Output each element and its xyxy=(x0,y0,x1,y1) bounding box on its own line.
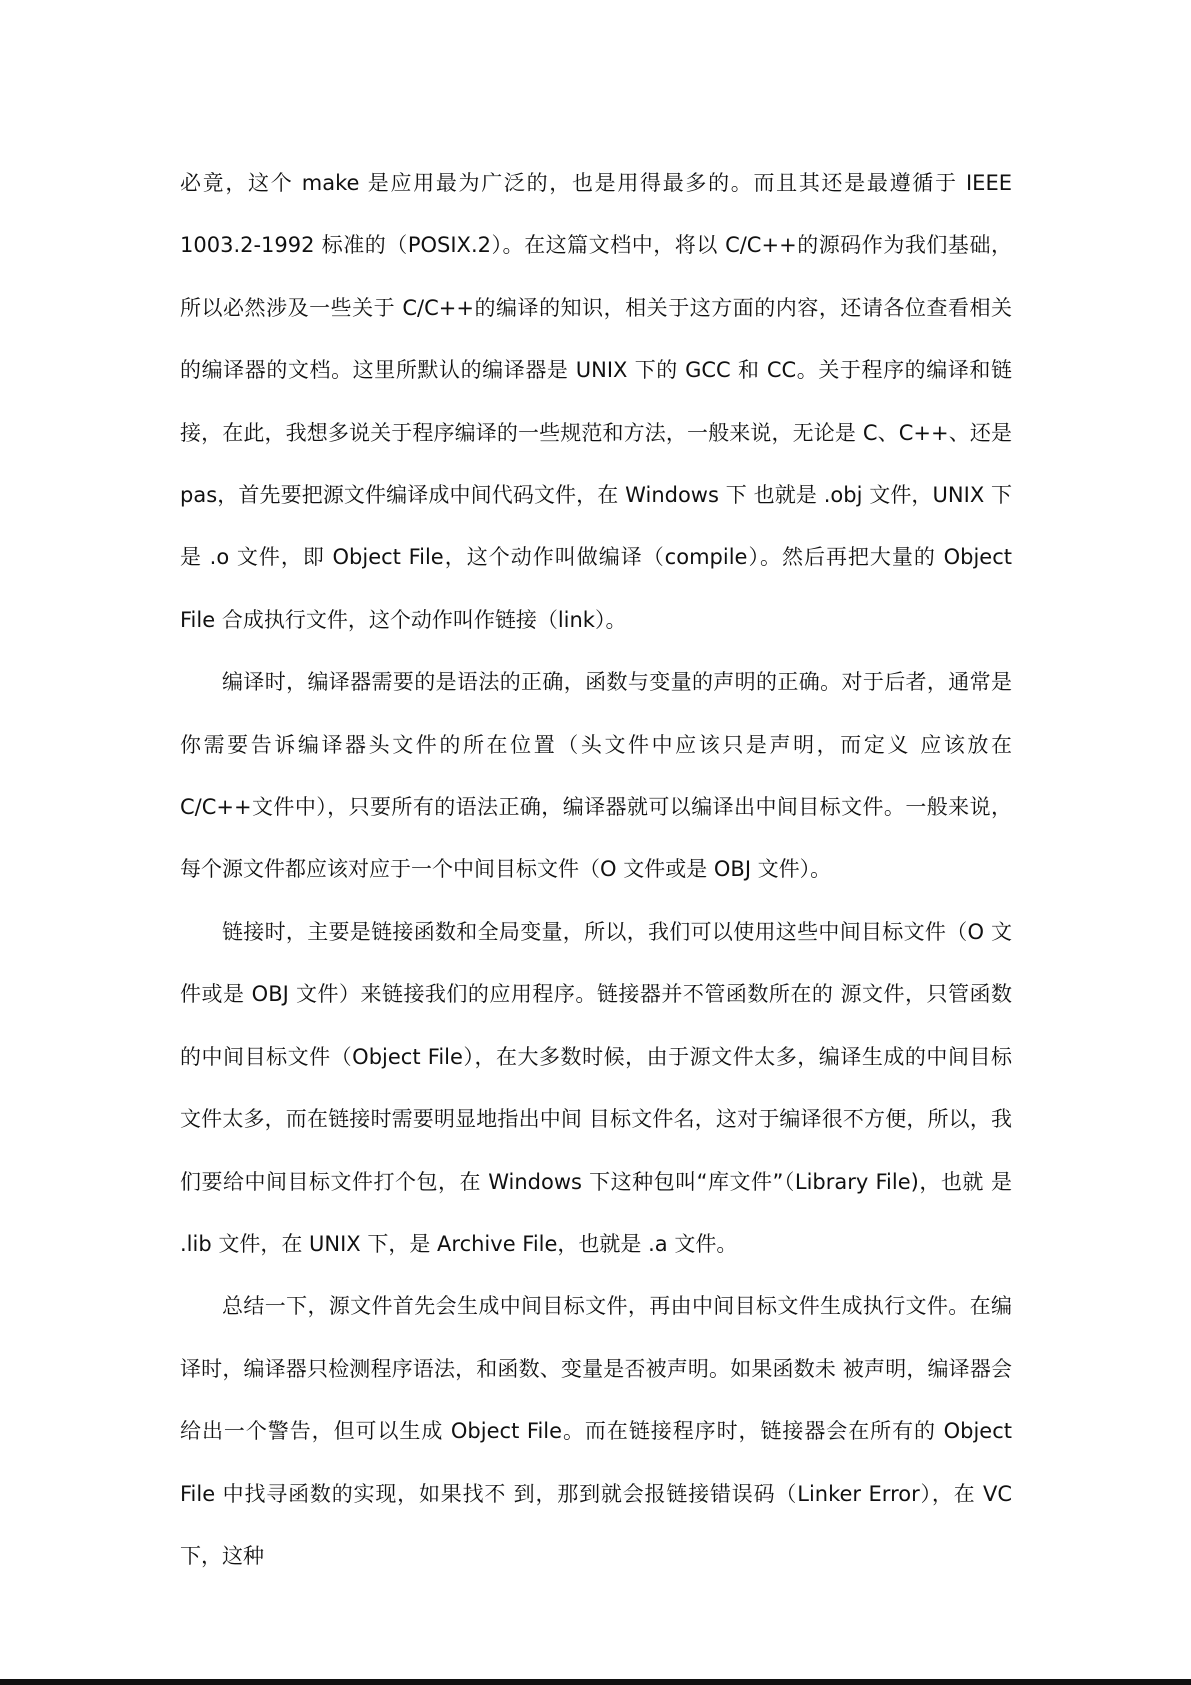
document-body xyxy=(180,152,1012,1587)
paragraph-link: 链接时，主要是链接函数和全局变量，所以，我们可以使用这些中间目标文件（O 文件或是 OBJ 文件）来链接我们的应用程序。链接器并不管函数所在的 源文件，只管函数的中间目标文件（Object File），在大多数时候，由于源文件太多，编译生成的中间目标文件太多，而在链接时需要明显地指出中间 目标文件名，这对于编译很不方便，所以，我们要给中间目标文件打个包，在 Windows 下这种包叫“库文件”（Library File)，也就 是 .lib 文件，在 UNIX 下，是 Archive File，也就是 .a 文件。 xyxy=(180,919,1012,1256)
paragraph-compile: 编译时，编译器需要的是语法的正确，函数与变量的声明的正确。对于后者，通常是你需要告诉编译器头文件的所在位置（头文件中应该只是声明，而定义 应该放在 C/C++文件中），只要所有的语法正确，编译器就可以编译出中间目标文件。一般来说，每个源文件都应该对应于一个中间目标文件（O 文件或是 OBJ 文件）。 xyxy=(180,670,1012,882)
paragraph-make-intro: 必竟，这个 make 是应用最为广泛的，也是用得最多的。而且其还是最遵循于 IEEE 1003.2-1992 标准的（POSIX.2）。在这篇文档中，将以 C/C++的源码作为我们基础，所以必然涉及一些关于 C/C++的编译的知识，相关于这方面的内容，还请各位查看相关的编译器的文档。这里所默认的编译器是 UNIX 下的 GCC 和 CC。关于程序的编译和链接，在此，我想多说关于程序编译的一些规范和方法，一般来说，无论是 C、C++、还是 pas，首先要把源文件编译成中间代码文件，在 Windows 下 也就是 .obj 文件，UNIX 下是 .o 文件，即 Object File，这个动作叫做编译（compile）。然后再把大量的 Object File 合成执行文件，这个动作叫作链接（link）。 xyxy=(180,171,1012,632)
page-bottom-edge xyxy=(0,1679,1191,1685)
paragraph-summary: 总结一下，源文件首先会生成中间目标文件，再由中间目标文件生成执行文件。在编译时，编译器只检测程序语法，和函数、变量是否被声明。如果函数未 被声明，编译器会给出一个警告，但可以生成 Object File。而在链接程序时，链接器会在所有的 Object File 中找寻函数的实现，如果找不 到，那到就会报链接错误码（Linker Error），在 VC 下，这种 xyxy=(180,1294,1012,1568)
